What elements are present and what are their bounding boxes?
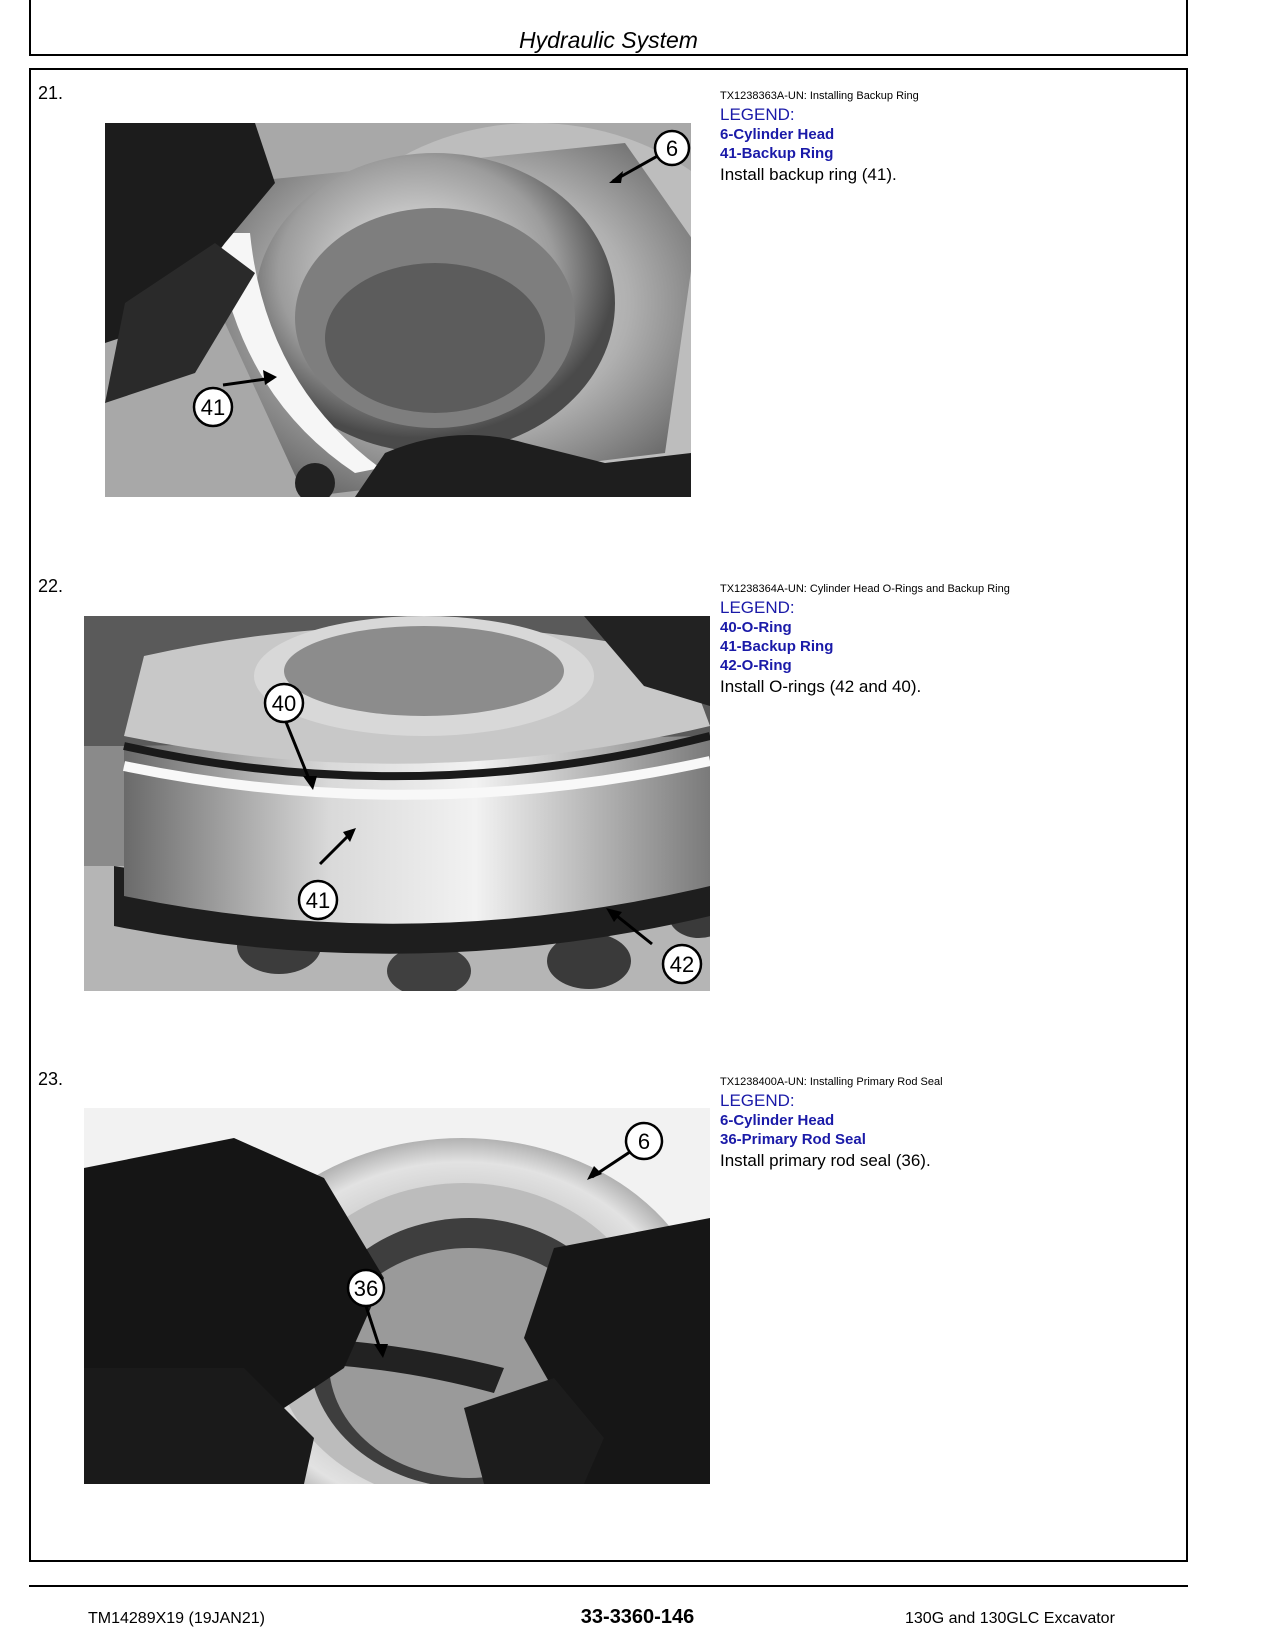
caption-step-21	[720, 90, 1160, 186]
step-number: 21.	[38, 83, 64, 103]
legend-heading: LEGEND:	[720, 105, 795, 124]
caption-step-22	[720, 583, 1160, 698]
page-number: 33-3360-146	[580, 1606, 695, 1628]
callout-6: 6	[665, 136, 679, 161]
callout-40: 40	[271, 691, 297, 716]
figure-id: TX1238363A-UN: Installing Backup Ring	[720, 90, 919, 102]
footer-rule	[29, 1585, 1188, 1587]
caption-step-23	[720, 1076, 1160, 1172]
callout-6: 6	[637, 1129, 651, 1154]
figure-id: TX1238400A-UN: Installing Primary Rod Seal	[720, 1076, 943, 1088]
callout-overlay	[84, 1108, 710, 1484]
legend-heading: LEGEND:	[720, 598, 795, 617]
page-header	[29, 0, 1188, 56]
callout-41: 41	[200, 395, 226, 420]
legend-item: 40-O-Ring	[720, 619, 792, 636]
legend-item: 6-Cylinder Head	[720, 1112, 835, 1129]
legend-item: 41-Backup Ring	[720, 145, 834, 162]
instruction-text: Install O-rings (42 and 40).	[720, 677, 922, 696]
legend-item: 41-Backup Ring	[720, 638, 834, 655]
callout-overlay	[105, 123, 691, 497]
callout-36: 36	[353, 1276, 379, 1301]
legend-item: 36-Primary Rod Seal	[720, 1131, 866, 1148]
section-title: Hydraulic System	[519, 27, 698, 53]
manual-id: TM14289X19 (19JAN21)	[88, 1610, 265, 1627]
figure-id: TX1238364A-UN: Cylinder Head O-Rings and Backup Ring	[720, 583, 1010, 595]
legend-heading: LEGEND:	[720, 1091, 795, 1110]
step-number: 22.	[38, 576, 64, 596]
legend-item: 6-Cylinder Head	[720, 126, 835, 143]
instruction-text: Install backup ring (41).	[720, 165, 897, 184]
callout-42: 42	[669, 952, 695, 977]
callout-41: 41	[305, 888, 331, 913]
instruction-text: Install primary rod seal (36).	[720, 1151, 931, 1170]
callout-overlay	[84, 616, 710, 991]
legend-item: 42-O-Ring	[720, 657, 792, 674]
step-number: 23.	[38, 1069, 64, 1089]
model-name: 130G and 130GLC Excavator	[905, 1610, 1115, 1627]
